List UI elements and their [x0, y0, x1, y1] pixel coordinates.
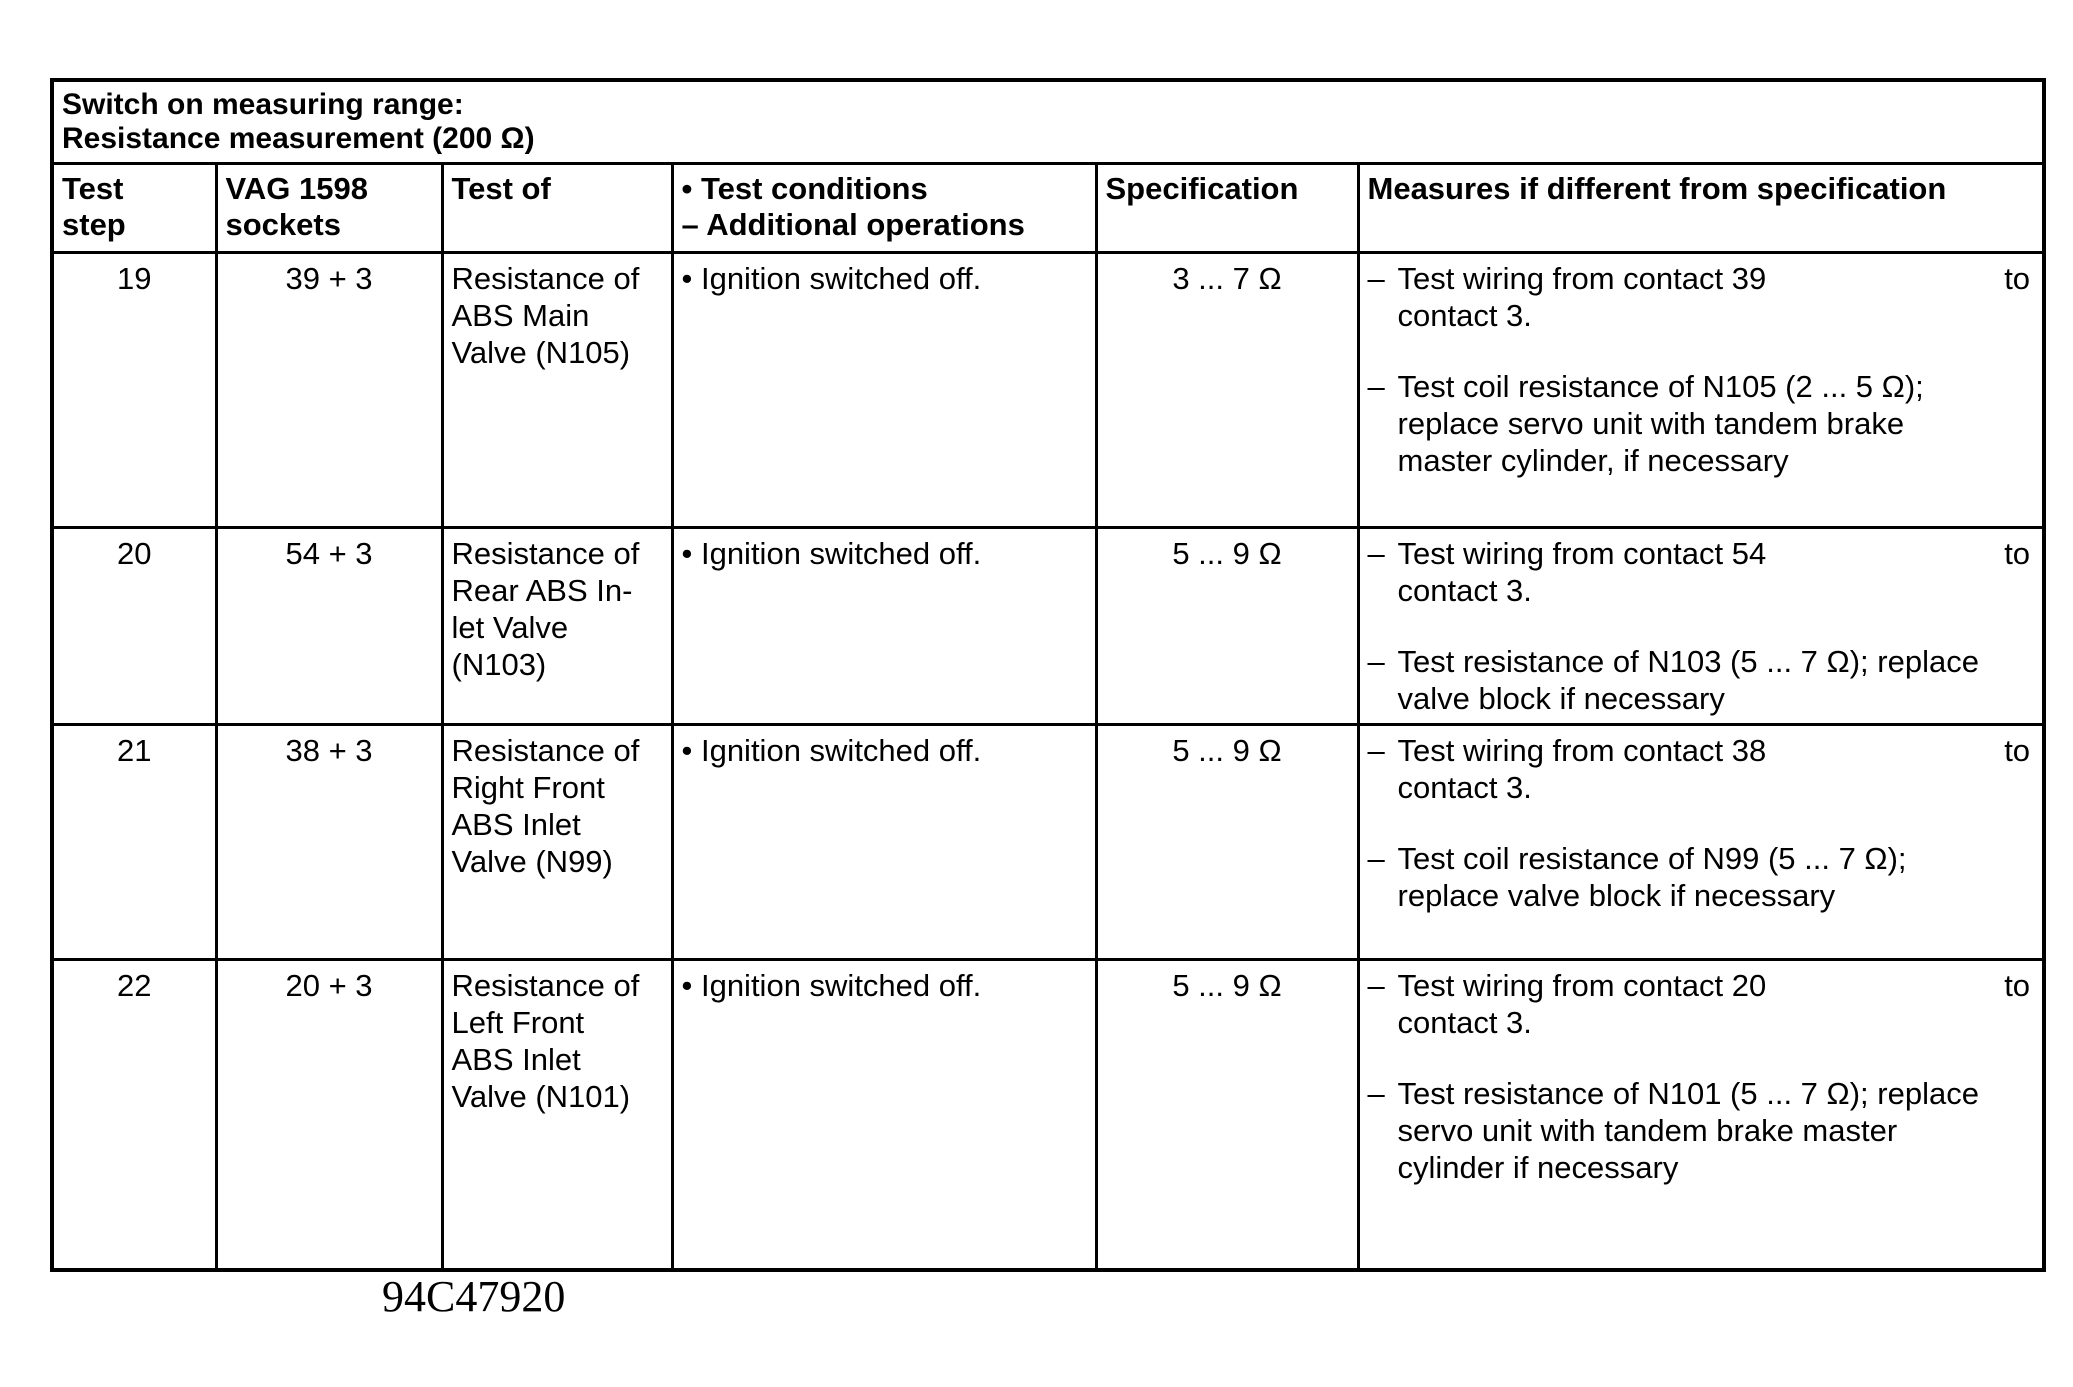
table-row [52, 253, 2044, 528]
test-of-line: ABS Inlet [451, 807, 581, 842]
col-header-conditions-line: • Test conditions [681, 171, 928, 206]
sockets-cell: 38 + 3 [216, 725, 442, 960]
measure-to-word: to [2004, 261, 2031, 296]
step-cell: 20 [52, 528, 216, 725]
step-cell: 21 [52, 725, 216, 960]
specification-cell: 5 ... 9 Ω [1096, 528, 1358, 725]
condition-text: • Ignition switched off. [681, 261, 982, 296]
figure-id: 94C47920 [382, 1272, 566, 1321]
col-header-step-line: Test [62, 171, 124, 206]
test-of-line: Valve (N105) [451, 335, 631, 370]
measure-item: – to Test wiring from contact 38 contact 3. [1368, 732, 2035, 806]
col-header-conditions [672, 164, 1096, 253]
col-header-sockets [216, 164, 442, 253]
col-header-conditions-line: – Additional operations [681, 207, 1025, 242]
measure-to-word: to [2004, 536, 2031, 571]
step-cell: 19 [52, 253, 216, 528]
test-of-line: Resistance of [451, 536, 640, 571]
measure-line: contact 3. [1397, 573, 1532, 608]
test-of-line: Resistance of [451, 968, 640, 1003]
measures-cell [1358, 528, 2044, 725]
measure-line: contact 3. [1397, 770, 1532, 805]
test-of-line: Valve (N101) [451, 1079, 631, 1114]
condition-cell [672, 960, 1096, 1270]
col-header-measures-line: Measures if different from specification [1367, 171, 1947, 206]
step-cell: 22 [52, 960, 216, 1270]
col-header-sockets-line: sockets [225, 207, 341, 242]
measure-line: valve block if necessary [1397, 681, 1725, 716]
test-of-line: Valve (N99) [451, 844, 613, 879]
range-header-row [52, 80, 2044, 164]
measure-line: servo unit with tandem brake master [1397, 1113, 1898, 1148]
measure-item: – to Test wiring from contact 39 contact 3. [1368, 260, 2035, 334]
measure-item: – to Test wiring from contact 54 contact 3. [1368, 535, 2035, 609]
col-header-step-line: step [62, 207, 126, 242]
range-header-line2: Resistance measurement (200 Ω) [62, 122, 535, 155]
measure-line: contact 3. [1397, 298, 1532, 333]
test-of-line: Left Front [451, 1005, 585, 1040]
sockets-cell: 20 + 3 [216, 960, 442, 1270]
measures-cell [1358, 725, 2044, 960]
test-of-line: ABS Inlet [451, 1042, 581, 1077]
test-of-line: ABS Main [451, 298, 590, 333]
sockets-cell: 54 + 3 [216, 528, 442, 725]
measure-to-word: to [2004, 968, 2031, 1003]
test-of-cell [442, 960, 672, 1270]
measure-item: – Test resistance of N101 (5 ... 7 Ω); replace servo unit with tandem brake master cylinder if necessary [1368, 1075, 2035, 1186]
test-table [50, 78, 2046, 1272]
col-header-specification-line: Specification [1105, 171, 1299, 206]
test-of-line: (N103) [451, 647, 547, 682]
condition-text: • Ignition switched off. [681, 536, 982, 571]
condition-cell [672, 528, 1096, 725]
test-of-line: Resistance of [451, 261, 640, 296]
measure-line: Test wiring from contact 54 [1397, 536, 1767, 571]
measure-line: Test coil resistance of N105 (2 ... 5 Ω); [1397, 369, 1924, 404]
measure-line: Test wiring from contact 20 [1397, 968, 1767, 1003]
col-header-specification [1096, 164, 1358, 253]
col-header-measures [1358, 164, 2044, 253]
range-header-cell [52, 80, 2044, 164]
measure-line: contact 3. [1397, 1005, 1532, 1040]
test-of-line: Rear ABS In- [451, 573, 633, 608]
table-row [52, 960, 2044, 1270]
measure-line: Test resistance of N101 (5 ... 7 Ω); replace [1397, 1076, 1979, 1111]
test-of-line: let Valve [451, 610, 569, 645]
specification-cell: 5 ... 9 Ω [1096, 725, 1358, 960]
col-header-step [52, 164, 216, 253]
measures-cell [1358, 960, 2044, 1270]
table-row [52, 725, 2044, 960]
col-header-test-of [442, 164, 672, 253]
condition-text: • Ignition switched off. [681, 733, 982, 768]
table-row [52, 528, 2044, 725]
specification-cell: 5 ... 9 Ω [1096, 960, 1358, 1270]
measure-line: Test coil resistance of N99 (5 ... 7 Ω); [1397, 841, 1907, 876]
sockets-cell: 39 + 3 [216, 253, 442, 528]
col-header-sockets-line: VAG 1598 [225, 171, 368, 206]
specification-cell: 3 ... 7 Ω [1096, 253, 1358, 528]
test-of-cell [442, 253, 672, 528]
measure-line: Test wiring from contact 39 [1397, 261, 1767, 296]
measure-item: – to Test wiring from contact 20 contact 3. [1368, 967, 2035, 1041]
test-of-cell [442, 725, 672, 960]
measures-cell [1358, 253, 2044, 528]
measure-line: cylinder if necessary [1397, 1150, 1679, 1185]
condition-text: • Ignition switched off. [681, 968, 982, 1003]
condition-cell [672, 725, 1096, 960]
col-header-test-of-line: Test of [451, 171, 551, 206]
measure-item: – Test coil resistance of N105 (2 ... 5 Ω); replace servo unit with tandem brake master cylinder, if necessary [1368, 368, 2035, 479]
test-of-line: Right Front [451, 770, 605, 805]
measure-line: replace servo unit with tandem brake [1397, 406, 1905, 441]
condition-cell [672, 253, 1096, 528]
range-header-line1: Switch on measuring range: [62, 88, 464, 121]
measure-item: – Test coil resistance of N99 (5 ... 7 Ω); replace valve block if necessary [1368, 840, 2035, 914]
measure-item: – Test resistance of N103 (5 ... 7 Ω); replace valve block if necessary [1368, 643, 2035, 717]
measure-line: Test wiring from contact 38 [1397, 733, 1767, 768]
measure-to-word: to [2004, 733, 2031, 768]
measure-line: master cylinder, if necessary [1397, 443, 1789, 478]
test-of-line: Resistance of [451, 733, 640, 768]
test-of-cell [442, 528, 672, 725]
column-header-row [52, 164, 2044, 253]
measure-line: replace valve block if necessary [1397, 878, 1836, 913]
measure-line: Test resistance of N103 (5 ... 7 Ω); replace [1397, 644, 1979, 679]
